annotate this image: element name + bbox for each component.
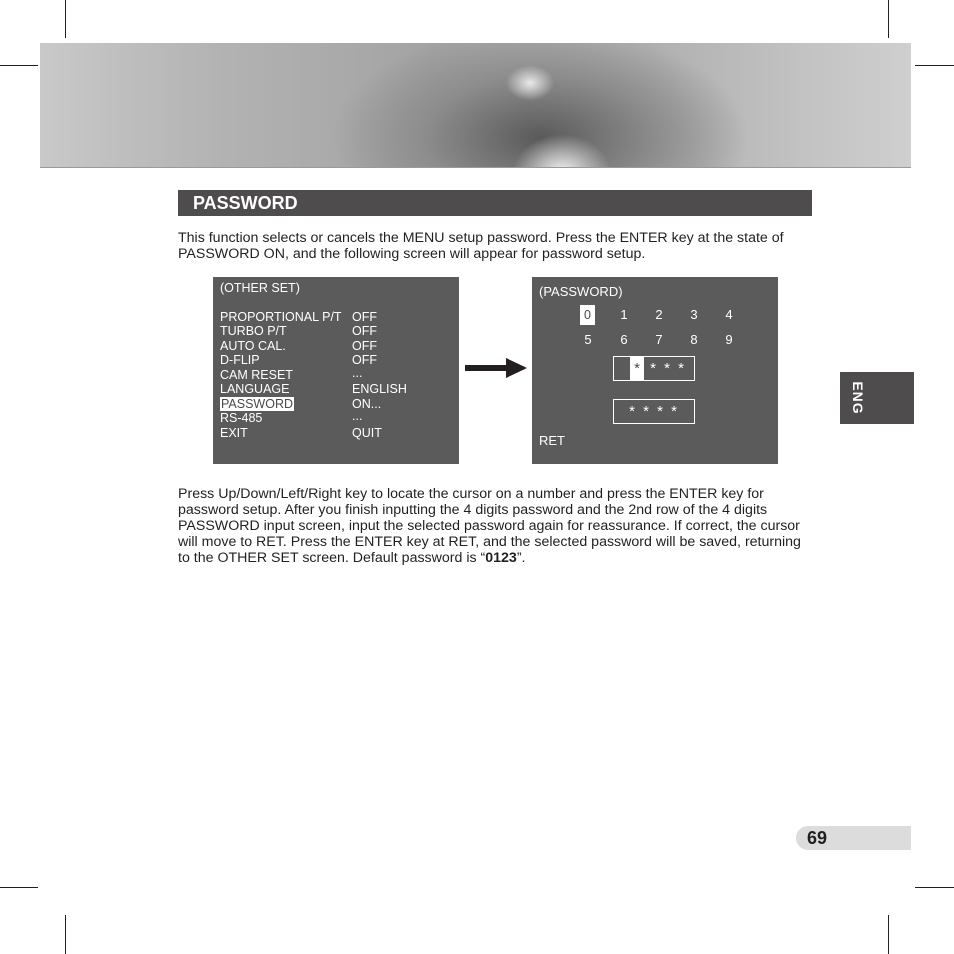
- other-set-screen: [213, 277, 459, 464]
- digit-9: 9: [725, 332, 733, 347]
- digit-1: 1: [620, 307, 628, 322]
- body-paragraph: [178, 486, 813, 566]
- entry-mask: * * *: [650, 360, 687, 377]
- language-tab: [840, 372, 914, 424]
- menu-label-auto-cal: AUTO CAL.: [220, 339, 286, 353]
- menu-label-exit: EXIT: [220, 426, 248, 440]
- menu-label-password: [220, 397, 294, 411]
- crop-mark: [65, 915, 66, 954]
- menu-value-d-flip: OFF: [352, 353, 377, 367]
- crop-mark: [915, 887, 954, 888]
- menu-value-password: ON...: [352, 397, 382, 411]
- digit-2: 2: [655, 307, 663, 322]
- right-arrow-icon: [464, 357, 528, 379]
- other-set-header: (OTHER SET): [220, 281, 300, 295]
- menu-label-d-flip: D-FLIP: [220, 353, 260, 367]
- header-banner-image: [40, 43, 911, 167]
- crop-mark: [915, 65, 954, 66]
- menu-value-rs485: ...: [352, 409, 363, 423]
- banner-divider: [40, 167, 911, 168]
- digit-6: 6: [620, 332, 628, 347]
- menu-value-language: ENGLISH: [352, 382, 407, 396]
- menu-cursor-password: PASSWORD: [221, 397, 293, 411]
- crop-mark: [65, 0, 66, 38]
- password-screen: [532, 277, 778, 464]
- menu-label-turbo: TURBO P/T: [220, 324, 287, 338]
- menu-label-rs485: RS-485: [220, 411, 263, 425]
- section-title-bar: [178, 190, 812, 216]
- body-text: Press Up/Down/Left/Right key to locate the cursor on a number and press the ENTER key for password setup. After you finish inputting the 4 digits password and the 2nd row of the 4 digits PASSWORD input screen, input the selected password again for reassurance. If correct, the cursor will move to RET. Press the ENTER key at RET, and the selected password will be saved, returning to the OTHER SET screen. Default password is “: [178, 486, 801, 566]
- digit-5: 5: [584, 332, 592, 347]
- digit-3: 3: [690, 307, 698, 322]
- menu-value-cam-reset: ...: [352, 366, 363, 380]
- menu-value-auto-cal: OFF: [352, 339, 377, 353]
- digit-8: 8: [690, 332, 698, 347]
- menu-value-turbo: OFF: [352, 324, 377, 338]
- menu-value-proportional: OFF: [352, 310, 377, 324]
- default-password: 0123: [485, 550, 517, 566]
- menu-label-proportional: PROPORTIONAL P/T: [220, 310, 342, 324]
- password-entry-field: [613, 356, 695, 381]
- password-confirm-field: * * * *: [613, 399, 695, 424]
- section-title: PASSWORD: [193, 193, 298, 213]
- crop-mark: [0, 887, 38, 888]
- page-number-tab: [796, 826, 911, 850]
- crop-mark: [888, 0, 889, 38]
- body-text-end: ”.: [516, 550, 526, 566]
- digit-7: 7: [655, 332, 663, 347]
- menu-label-language: LANGUAGE: [220, 382, 290, 396]
- menu-label-cam-reset: CAM RESET: [220, 368, 293, 382]
- crop-mark: [0, 65, 38, 66]
- intro-paragraph: This function selects or cancels the MENU setup password. Press the ENTER key at the state of PASSWORD ON, and the following screen will appear for password setup.: [178, 230, 784, 262]
- language-label: ENG: [850, 381, 866, 415]
- crop-mark: [888, 915, 889, 954]
- ret-option: RET: [539, 433, 565, 448]
- entry-cursor: *: [630, 357, 644, 380]
- page-number: 69: [807, 828, 828, 848]
- digit-4: 4: [725, 307, 733, 322]
- menu-value-exit: QUIT: [352, 426, 382, 440]
- digit-cursor: 0: [580, 305, 595, 325]
- password-header: (PASSWORD): [539, 284, 623, 299]
